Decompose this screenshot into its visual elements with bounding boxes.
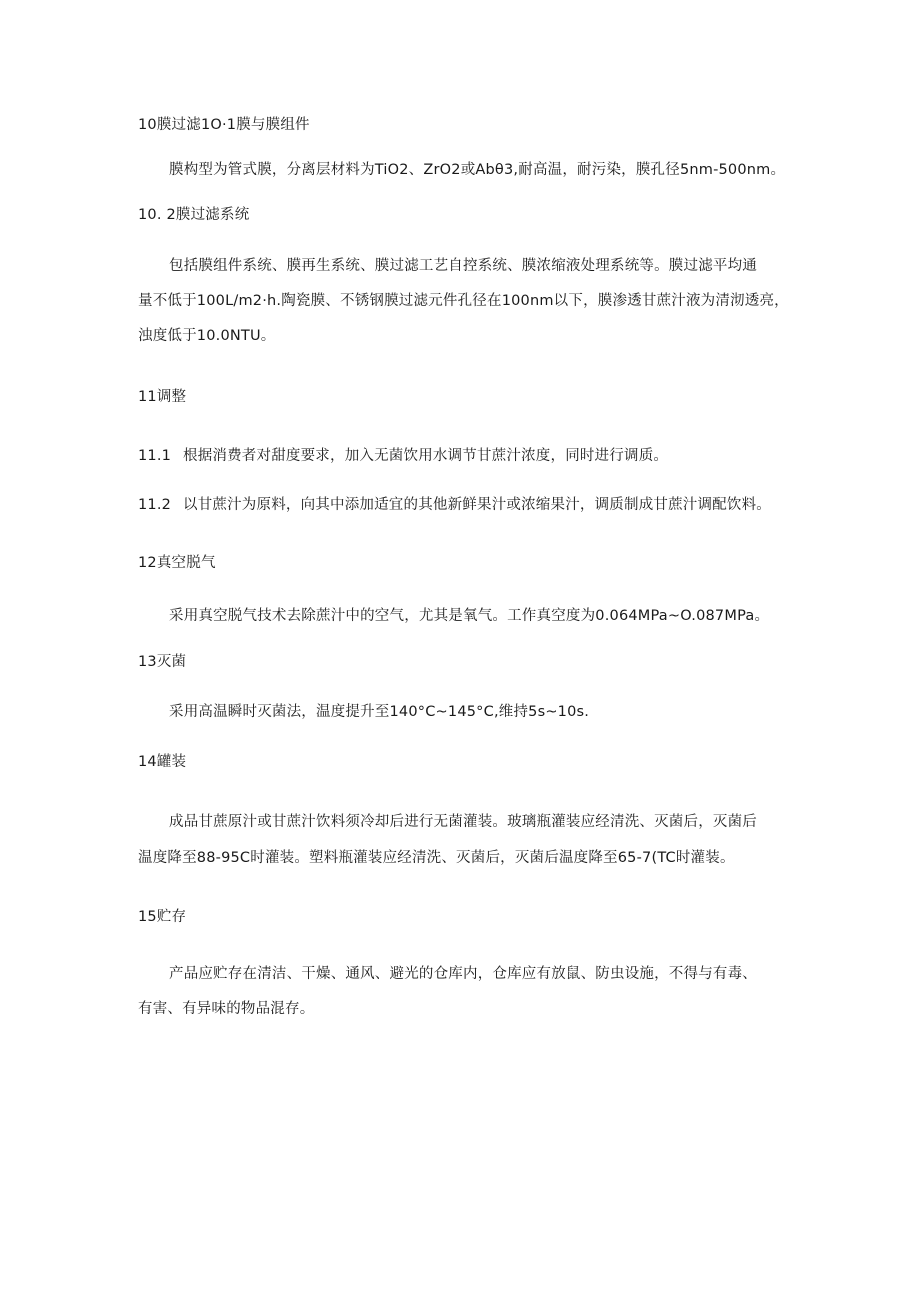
- list-item: [138, 446, 668, 466]
- paragraph-line: 有害、有异味的物品混存。: [138, 1001, 315, 1017]
- section-heading-11: 11调整: [138, 389, 187, 405]
- paragraph-line: 浊度低于10.0NTU。: [138, 328, 276, 344]
- section-heading-15: 15贮存: [138, 909, 187, 925]
- item-text: 以甘蔗汁为原料，向其中添加适宜的其他新鲜果汁或浓缩果汁，调质制成甘蔗汁调配饮料。: [183, 497, 771, 513]
- paragraph-line: 采用真空脱气技术去除蔗汁中的空气，尤其是氧气。工作真空度为0.064MPa~O.087MPa。: [169, 608, 770, 624]
- section-heading-10-2: 10. 2膜过滤系统: [138, 207, 250, 223]
- paragraph-line: 温度降至88-95C时灌装。塑料瓶灌装应经清洗、灭菌后，灭菌后温度降至65-7(TC时灌装。: [138, 850, 735, 866]
- item-text: 根据消费者对甜度要求，加入无菌饮用水调节甘蔗汁浓度，同时进行调质。: [183, 448, 669, 464]
- paragraph-line: 膜构型为管式膜，分离层材料为TiO2、ZrO2或Abθ3,耐高温，耐污染，膜孔径5nm-500nm。: [169, 162, 786, 178]
- section-heading-13: 13灭菌: [138, 654, 187, 670]
- section-heading-14: 14罐装: [138, 754, 187, 770]
- paragraph-line: 量不低于100L∕m2·h.陶瓷膜、不锈钢膜过滤元件孔径在100nm以下，膜渗透甘蔗汁液为清沏透亮，: [138, 293, 789, 309]
- paragraph-line: 产品应贮存在清洁、干燥、通风、避光的仓库内，仓库应有放鼠、防虫设施，不得与有毒、: [169, 966, 757, 982]
- paragraph-line: 成品甘蔗原汁或甘蔗汁饮料须冷却后进行无菌灌装。玻璃瓶灌装应经清洗、灭菌后，灭菌后: [169, 814, 757, 830]
- list-item: [138, 495, 771, 515]
- section-heading-12: 12真空脱气: [138, 555, 216, 571]
- paragraph-line: 采用高温瞬时灭菌法，温度提升至140°C~145°C,维持5s~10s.: [169, 704, 590, 720]
- paragraph-line: 包括膜组件系统、膜再生系统、膜过滤工艺自控系统、膜浓缩液处理系统等。膜过滤平均通: [169, 258, 757, 274]
- item-number: 11.1: [138, 448, 172, 464]
- section-heading-10: 10膜过滤1O·1膜与膜组件: [138, 117, 310, 133]
- item-number: 11.2: [138, 497, 172, 513]
